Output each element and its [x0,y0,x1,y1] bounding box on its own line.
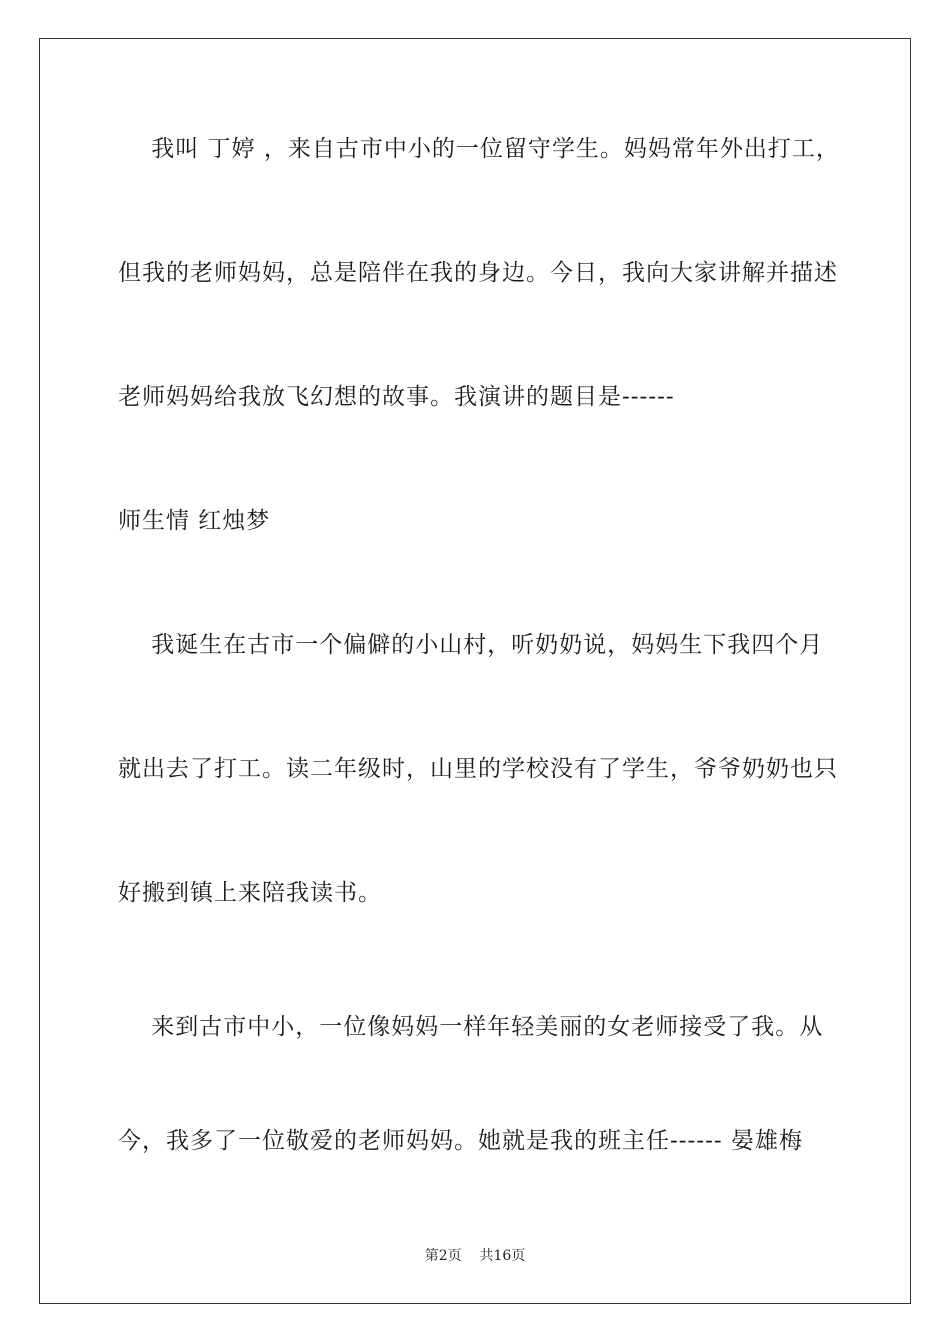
page-border [39,38,911,1304]
text-line-2: 但我的老师妈妈，总是陪伴在我的身边。今日，我向大家讲解并描述 [118,260,838,286]
text-line-6: 就出去了打工。读二年级时，山里的学校没有了学生，爷爷奶奶也只 [118,756,838,782]
text-line-3: 老师妈妈给我放飞幻想的故事。我演讲的题目是------ [118,384,675,410]
page-number: 第2页 [424,1248,462,1264]
text-line-8: 来到古市中小，一位像妈妈一样年轻美丽的女老师接受了我。从 [118,1014,824,1040]
page-total: 共16页 [479,1248,526,1264]
text-line-7: 好搬到镇上来陪我读书。 [118,880,382,906]
footer-gap [462,1248,480,1264]
text-line-5: 我诞生在古市一个偏僻的小山村，听奶奶说，妈妈生下我四个月 [118,632,824,658]
text-line-9: 今，我多了一位敬爱的老师妈妈。她就是我的班主任------ 晏雄梅 [118,1128,803,1154]
page-footer [0,1246,950,1266]
text-line-1: 我叫 丁婷 ，来自古市中小的一位留守学生。妈妈常年外出打工， [118,136,840,162]
text-line-4-title: 师生情 红烛梦 [118,508,271,534]
